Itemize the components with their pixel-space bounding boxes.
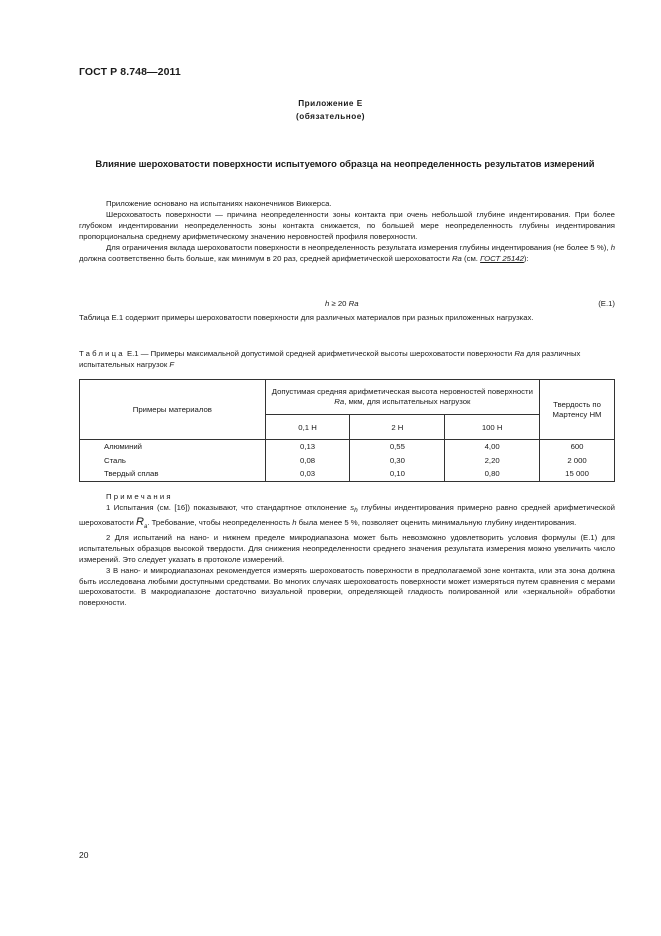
cell-value: 0,80 (445, 467, 540, 481)
col-header-roughness-group (265, 380, 539, 415)
table-row (80, 454, 615, 468)
table-caption-text (79, 349, 615, 371)
table-intro-text: Таблица Е.1 содержит примеры шероховатости поверхности для различных материалов при разных приложенных нагрузках. (79, 313, 534, 322)
notes-heading: Примечания (106, 492, 173, 501)
cell-value: 4,00 (445, 440, 540, 454)
table-header-row (80, 380, 615, 415)
p3-text-b: должна соответственно быть больше, как минимум в 20 раз, средней арифметической шероховатости (79, 253, 452, 263)
p3-var-ra: Ra (451, 253, 462, 263)
document-header: ГОСТ Р 8.748—2011 (79, 66, 181, 78)
table-caption (79, 349, 615, 371)
cell-value: 0,30 (350, 454, 445, 468)
annex-status: (обязательное) (296, 112, 365, 121)
p3-text-d: ): (523, 253, 529, 263)
paragraph-1: Приложение основано на испытаниях наконечников Виккерса. (106, 199, 332, 208)
note1-text-c: . Требование, чтобы неопределенность (147, 517, 293, 527)
table-caption-tail: для различных испытательных нагрузок (79, 349, 581, 369)
page-number: 20 (79, 850, 89, 860)
cell-material: Твердый сплав (80, 467, 266, 481)
note1-var-h: h (292, 517, 297, 527)
paragraph-2: Шероховатость поверхности — причина неопределенности зоны контакта при очень небольшой глубине индентирования. При более глубоком индентировании неопределенность зоны контакта снижается, по большей мере неопределенность глубины индентирования пропорциональна среднему арифметическому значению неровностей профиля поверхности. (79, 209, 615, 241)
gost-reference-link[interactable]: ГОСТ 25142 (480, 253, 524, 263)
group-text-ra: Ra (334, 397, 345, 406)
annex-heading (0, 97, 661, 123)
p3-text-c: (см. (461, 253, 481, 263)
p3-text-a: Для ограничения вклада шероховатости поверхности в неопределенность результата измерения глубины индентирования (не более 5 %), (106, 242, 611, 252)
note1-sub-h: h (354, 506, 358, 514)
cell-hardness: 2 000 (540, 454, 615, 468)
cell-value: 0,08 (265, 454, 350, 468)
group-text-a: Допустимая средняя арифметическая высота неровностей поверхности (271, 387, 533, 396)
paragraph-3 (79, 243, 615, 265)
note1-text-b: глубины индентирования примерно равно средней арифметической шероховатости (79, 502, 615, 527)
p3-var-h: h (610, 242, 615, 252)
formula-var-ra: Ra (348, 299, 359, 308)
annex-title: Приложение Е (298, 99, 363, 108)
note1-var-ra (136, 516, 147, 528)
note-2: 2 Для испытаний на нано- и нижнем пределе микродиапазона может быть невозможно удовлетворить условия формулы (Е.1) для испытательных образцов высокой твердости. Для снижения неопределенности среднего значения результата измерения можно увеличить число измерений. Это следует указать в протоколе измерений. (79, 532, 615, 564)
col-header-load-3: 100 Н (445, 415, 540, 440)
table-row (80, 467, 615, 481)
section-title: Влияние шероховатости поверхности испытуемого образца на неопределенность результатов измерений (95, 158, 595, 169)
note1-text-d: была менее 5 %, позволяет оценить минимальную глубину индентирования. (296, 517, 577, 527)
table-caption-num: Е.1 — Примеры максимальной допустимой средней арифметической высоты шероховатости поверхности (124, 349, 515, 358)
formula-operator: ≥ 20 (329, 299, 349, 308)
cell-value: 0,03 (265, 467, 350, 481)
table-caption-label: Таблица (79, 349, 125, 358)
note1-sub-a: a (143, 524, 148, 530)
col-header-materials: Примеры материалов (80, 380, 266, 440)
cell-value: 2,20 (445, 454, 540, 468)
cell-hardness: 600 (540, 440, 615, 454)
col-header-load-1: 0,1 Н (265, 415, 350, 440)
note-1 (79, 503, 615, 533)
formula-e1 (79, 298, 615, 309)
cell-value: 0,10 (350, 467, 445, 481)
cell-material: Сталь (80, 454, 266, 468)
note1-var-r: R (136, 515, 144, 528)
cell-material: Алюминий (80, 440, 266, 454)
note1-var-s: s (350, 502, 355, 512)
note1-text-a: 1 Испытания (см. [16]) показывают, что стандартное отклонение (106, 502, 351, 512)
col-header-load-2: 2 Н (350, 415, 445, 440)
roughness-table (79, 379, 615, 482)
table-caption-ra: Ra (514, 349, 525, 358)
table-row (80, 440, 615, 454)
formula-number: (Е.1) (598, 299, 615, 308)
group-text-b: , мкм, для испытательных нагрузок (344, 397, 471, 406)
cell-value: 0,13 (265, 440, 350, 454)
note-3: 3 В нано- и микродиапазонах рекомендуется измерять шероховатость поверхности в предполагаемой зоне контакта, или эта зона должна быть исследована любыми доступными средствами. Во многих случаях шероховатость поверхности может измеряться путем сравнения с мерами шероховатости. В макродиапазоне достаточно визуальной проверки, определяющей гладкость полированной или «зеркальной» обработки поверхности. (79, 565, 615, 608)
table-intro (79, 313, 615, 324)
formula-var-h: h (325, 299, 330, 308)
cell-value: 0,55 (350, 440, 445, 454)
col-header-hardness: Твердость по Мартенсу НМ (540, 380, 615, 440)
formula-expression (325, 298, 359, 309)
cell-hardness: 15 000 (540, 467, 615, 481)
notes (79, 492, 615, 609)
body-text (79, 199, 615, 264)
table-caption-f: F (169, 359, 175, 369)
